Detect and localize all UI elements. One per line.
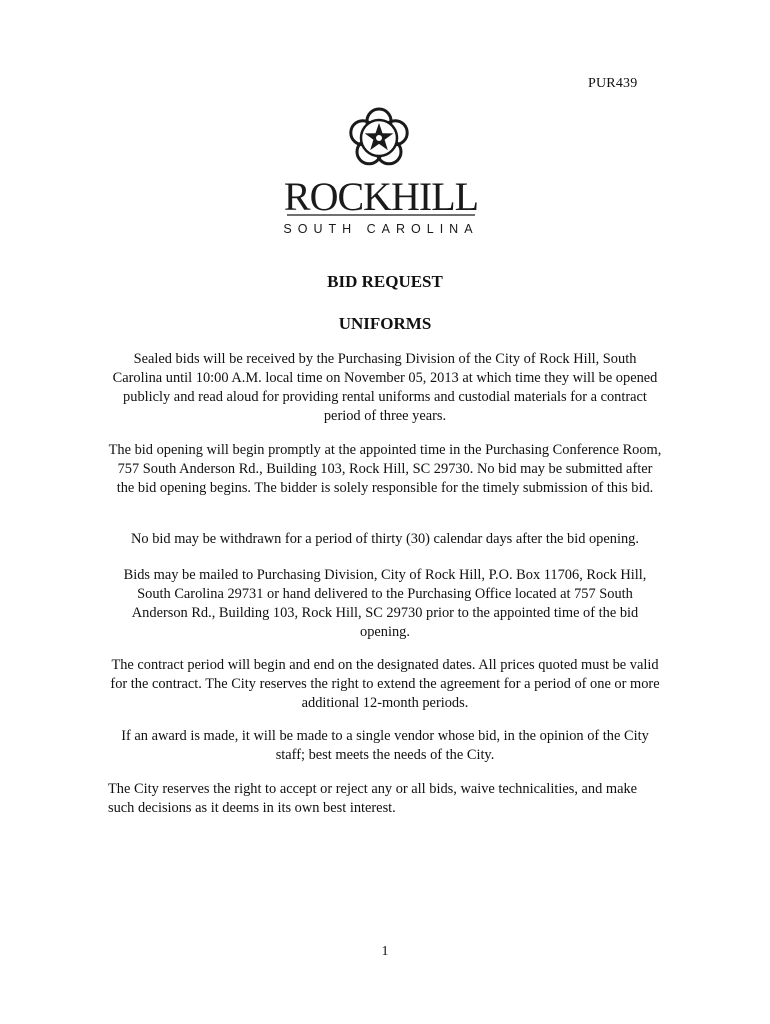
paragraph-sealed-bids: Sealed bids will be received by the Purchasing Division of the City of Rock Hill, South Carolina until 10:00 A.M. local time on November 05, 2013 at which time they will be opened publicly and read aloud for providing rental uniforms and custodial materials for a contract period of three years. xyxy=(112,351,658,424)
svg-text:ROCKHILL xyxy=(284,174,478,219)
paragraph-bid-opening: The bid opening will begin promptly at the appointed time in the Purchasing Conference Room, 757 South Anderson Rd., Building 103, Rock Hill, SC 29730. No bid may be submitted after the bid opening begins. The bidder is solely responsible for the timely submission of this bid. xyxy=(108,442,662,496)
logo-name-part1: ROCK xyxy=(283,174,392,219)
logo-name-part2: HILL xyxy=(391,174,479,219)
paragraph-mailing: Bids may be mailed to Purchasing Division, City of Rock Hill, P.O. Box 11706, Rock Hill, South Carolina 29731 or hand delivered to the Purchasing Office located at 757 South Anderson Rd., Building 103, Rock Hill, SC 29730 prior to the appointed time of the bid opening. xyxy=(123,567,647,640)
paragraph-contract-period: The contract period will begin and end on the designated dates. All prices quoted must be valid for the contract. The City reserves the right to extend the agreement for a period of one or more additional 12-month periods. xyxy=(110,657,660,711)
document-title: BID REQUEST xyxy=(327,272,443,291)
paragraph-award: If an award is made, it will be made to a single vendor whose bid, in the opinion of the City staff; best meets the needs of the City. xyxy=(121,728,649,763)
document-code: PUR439 xyxy=(588,76,638,91)
paragraph-reservation: The City reserves the right to accept or reject any or all bids, waive technicalities, and make such decisions as it deems in its own best interest. xyxy=(108,781,638,816)
document-subtitle: UNIFORMS xyxy=(338,314,432,333)
rock-hill-logo xyxy=(283,100,479,240)
logo-subtitle: SOUTH CAROLINA xyxy=(283,222,479,236)
page-number: 1 xyxy=(381,944,389,959)
paragraph-withdrawal: No bid may be withdrawn for a period of thirty (30) calendar days after the bid opening. xyxy=(131,531,639,547)
flower-emblem-icon xyxy=(351,109,407,164)
